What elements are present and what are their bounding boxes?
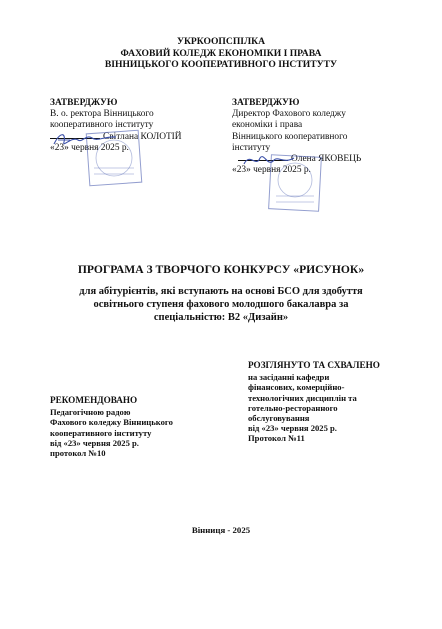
header-college: ФАХОВИЙ КОЛЕДЖ ЕКОНОМІКИ І ПРАВА	[120, 47, 322, 59]
document-header	[0, 36, 442, 71]
considered-protocol: Протокол №11	[248, 433, 305, 444]
program-subtitle	[30, 285, 412, 325]
considered-line: технологічних дисциплін та	[248, 392, 357, 403]
approval-position-line: кооперативного інституту	[50, 120, 154, 131]
recommended-line: Фахового коледжу Вінницького	[50, 417, 173, 428]
approval-position-line: Вінницького кооперативного	[232, 131, 348, 142]
considered-title: РОЗГЛЯНУТО ТА СХВАЛЕНО	[248, 360, 380, 370]
approval-position-line: інституту	[232, 142, 271, 153]
approval-position-line: В. о. ректора Вінницького	[50, 109, 154, 120]
approval-position-line: Директор Фахового коледжу	[232, 109, 346, 120]
subtitle-line: освітнього ступеня фахового молодшого бакалавра за	[93, 299, 349, 311]
approval-title: ЗАТВЕРДЖУЮ	[232, 98, 300, 108]
city-year: Вінниця - 2025	[191, 525, 251, 535]
approval-block-right	[232, 98, 361, 176]
recommended-protocol: протокол №10	[50, 448, 106, 459]
signer-name: Олена ЯКОВЕЦЬ	[291, 154, 362, 165]
approval-date: «23» червня 2025 р.	[232, 165, 311, 176]
considered-line: готельно-ресторанного	[248, 402, 338, 413]
header-organization: УКРКООПСПІЛКА	[176, 36, 266, 47]
considered-line: фінансових, комерційно-	[248, 382, 345, 393]
recommended-block	[50, 395, 173, 458]
signer-name: Світлана КОЛОТІЙ	[103, 131, 182, 142]
recommended-line: Педагогічною радою	[50, 407, 131, 418]
considered-date: від «23» червня 2025 р.	[248, 423, 337, 434]
header-institute: ВІННИЦЬКОГО КООПЕРАТИВНОГО ІНСТИТУТУ	[104, 59, 338, 70]
considered-line: на засіданні кафедри	[248, 372, 330, 383]
recommended-line: кооперативного інституту	[50, 427, 152, 438]
recommended-title: РЕКОМЕНДОВАНО	[50, 395, 138, 405]
signature-underline	[238, 160, 288, 161]
approval-block-left	[50, 98, 182, 154]
subtitle-line: спеціальністю: В2 «Дизайн»	[153, 312, 289, 324]
approval-position-line: економіки і права	[232, 120, 303, 131]
approval-date: «23» червня 2025 р.	[50, 142, 129, 153]
approval-signature-line	[50, 132, 182, 143]
approval-signature-line	[232, 154, 361, 165]
approval-title: ЗАТВЕРДЖУЮ	[50, 98, 118, 108]
considered-block	[248, 360, 380, 444]
signature-underline	[50, 138, 100, 139]
recommended-date: від «23» червня 2025 р.	[50, 437, 139, 448]
considered-line: обслуговування	[248, 413, 310, 424]
program-title: ПРОГРАМА З ТВОРЧОГО КОНКУРСУ «РИСУНОК»	[77, 263, 365, 276]
subtitle-line: для абітурієнтів, які вступають на основі БСО для здобуття	[79, 286, 363, 297]
